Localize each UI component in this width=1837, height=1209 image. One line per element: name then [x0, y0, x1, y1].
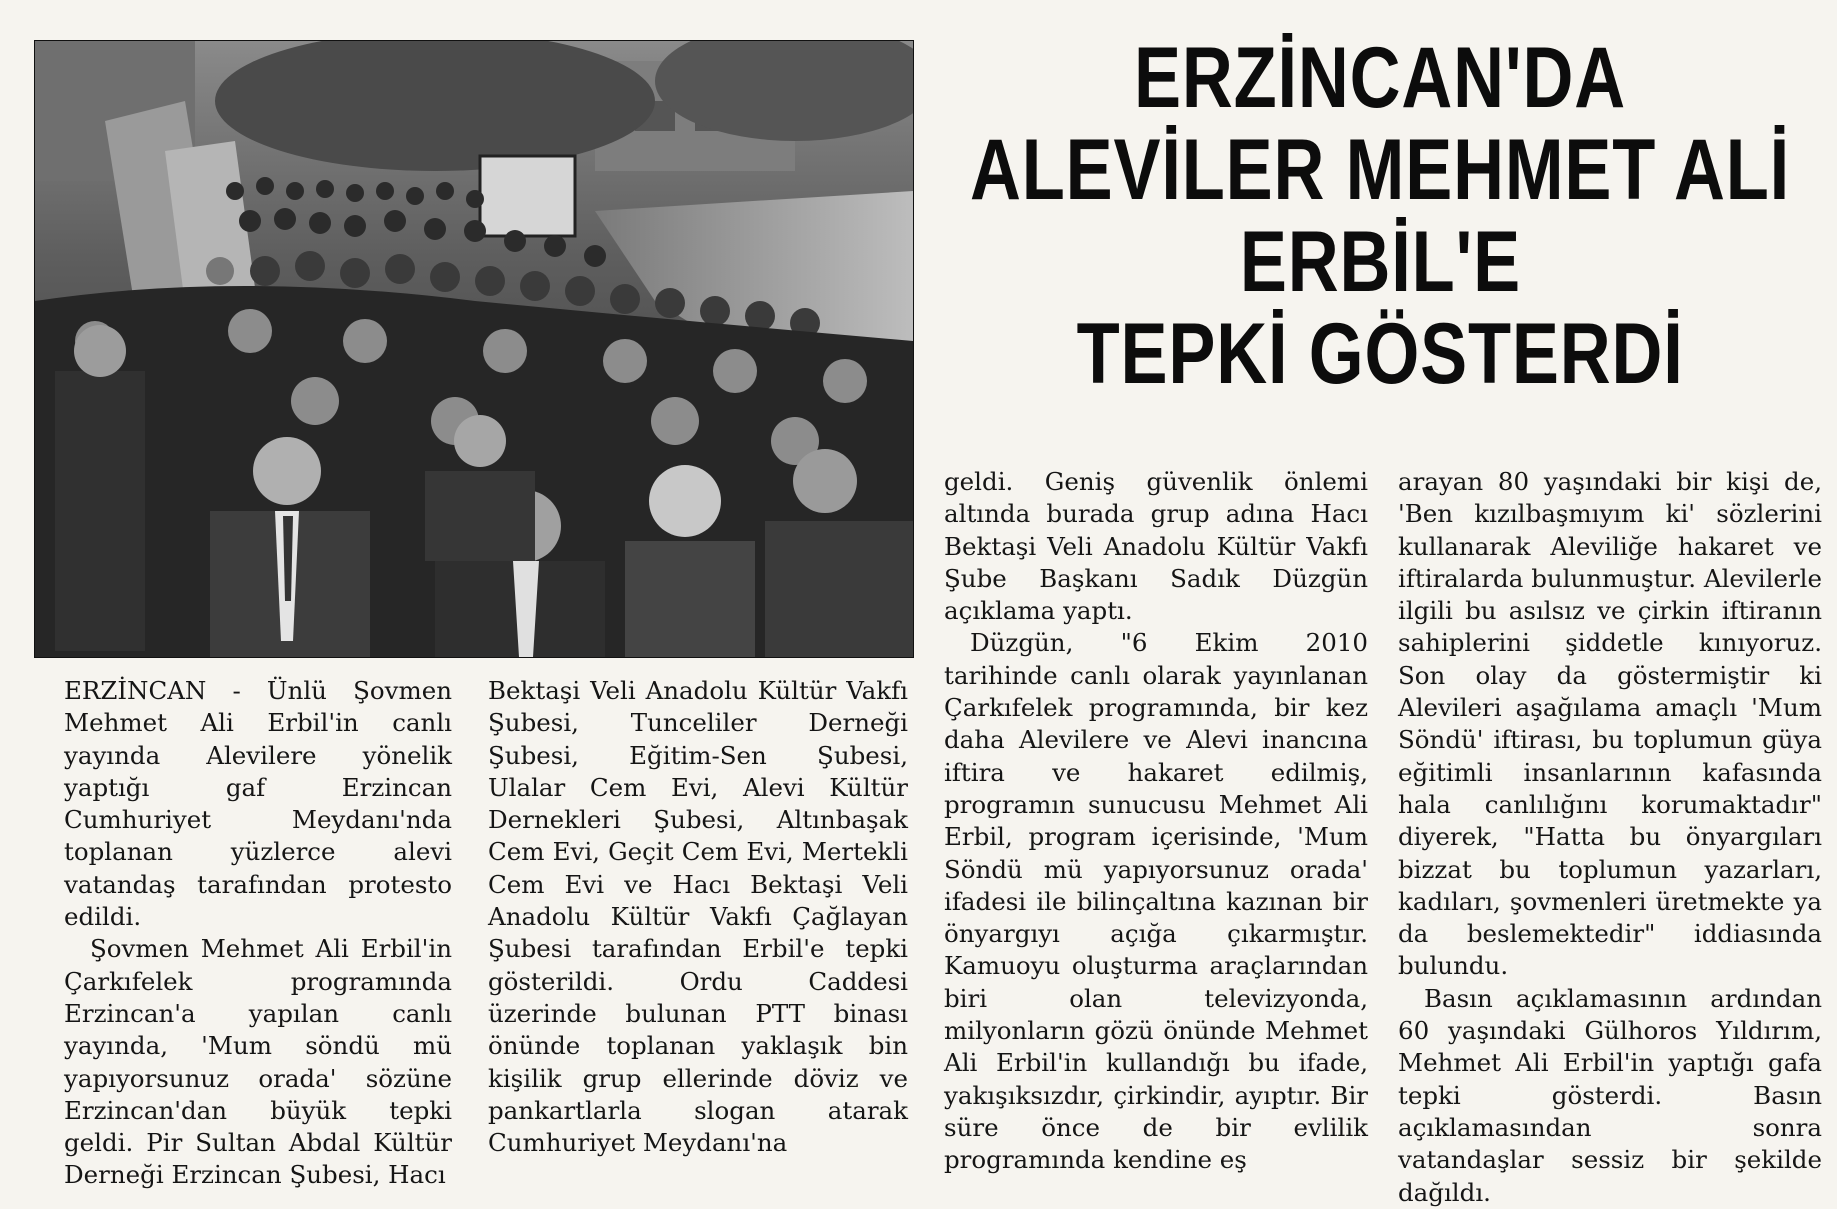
crowd-photo-illustration — [35, 41, 913, 657]
article-paragraph: Bektaşi Veli Anadolu Kültür Vakfı Şubesi, Tunceliler Derneği Şubesi, Eğitim-Sen Şubesi, Ulalar Cem Evi, Alevi Kültür Dernekleri Şubesi, Altınbaşak Cem Evi, Geçit Cem Evi, Mertekli Cem Evi ve Hacı Bektaşi Veli Anadolu Kültür Vakfı Çağlayan Şubesi tarafından Erbil'e tepki gösterildi. Ordu Caddesi üzerinde bulunan PTT binası önünde toplanan yaklaşık bin kişilik grup ellerinde döviz ve pankartlarla slogan atarak Cumhuriyet Meydanı'na — [488, 676, 908, 1158]
article-column-2 — [488, 675, 908, 1158]
article-paragraph: arayan 80 yaşındaki bir kişi de, 'Ben kızılbaşmıyım ki' sözlerini kullanarak Aleviliğe hakaret ve iftiralarda bulunmuştur. Alevilerle ilgili bu asılsız ve çirkin iftiranın sahiplerini şiddetle kınıyoruz. Son olay da göstermiştir ki Alevileri aşağılama amaçlı 'Mum Söndü' iftirası, bu toplumun güya eğitimli insanlarının kafasında hala canlılığını korumaktadır" diyerek, "Hatta bu önyargıları bizzat bu toplumun yazarları, kadıları, şovmenleri üretmekte ya da beslemektedir" iddiasında bulundu. — [1398, 467, 1822, 981]
article-paragraph: ERZİNCAN - Ünlü Şovmen Mehmet Ali Erbil'in canlı yayında Alevilere yönelik yaptığı gaf Erzincan Cumhuriyet Meydanı'nda toplanan yüzlerce alevi vatandaş tarafından protesto edildi. — [64, 676, 452, 932]
headline-line-4: TEPKİ GÖSTERDİ — [1076, 306, 1684, 402]
article-paragraph: geldi. Geniş güvenlik önlemi altında burada grup adına Hacı Bektaşi Veli Anadolu Kültür Vakfı Şube Başkanı Sadık Düzgün açıklama yaptı. — [944, 467, 1368, 626]
headline-line-1: ERZİNCAN'DA — [1133, 30, 1626, 126]
article-paragraph: Düzgün, "6 Ekim 2010 tarihinde canlı olarak yayınlanan Çarkıfelek programında, bir kez daha Alevilere ve Alevi inancına iftira ve hakaret edilmiş, programın sunucusu Mehmet Ali Erbil, program içerisinde, 'Mum Söndü mü yapıyorsunuz orada' ifadesi ile bilinçaltına kazınan bir önyargıyı açığa çıkarmıştır. Kamuoyu oluşturma araçlarından biri olan televizyonda, milyonların gözü önünde Mehmet Ali Erbil'in kullandığı bu ifade, yakışıksızdır, çirkindir, ayıptır. Bir süre önce de bir evlilik programında kendine eş — [944, 628, 1368, 1175]
article-paragraph: Basın açıklamasının ardından 60 yaşındaki Gülhoros Yıldırım, Mehmet Ali Erbil'in yaptığı gafa tepki gösterdi. Basın açıklamasından sonra vatandaşlar sessiz bir şekilde dağıldı. — [1398, 983, 1822, 1207]
article-column-1 — [64, 675, 452, 1190]
headline-line-2: ALEVİLER MEHMET ALİ — [969, 122, 1791, 218]
protest-photo — [34, 40, 914, 658]
headline-line-3: ERBİL'E — [1239, 214, 1521, 310]
article-column-3 — [944, 466, 1368, 1175]
article-column-4 — [1398, 466, 1822, 1207]
headline — [945, 32, 1815, 442]
article-paragraph: Şovmen Mehmet Ali Erbil'in Çarkıfelek programında Erzincan'a yapılan canlı yayında, 'Mum söndü mü yapıyorsunuz orada' sözüne Erzincan'dan büyük tepki geldi. Pir Sultan Abdal Kültür Derneği Erzincan Şubesi, Hacı — [64, 934, 452, 1190]
